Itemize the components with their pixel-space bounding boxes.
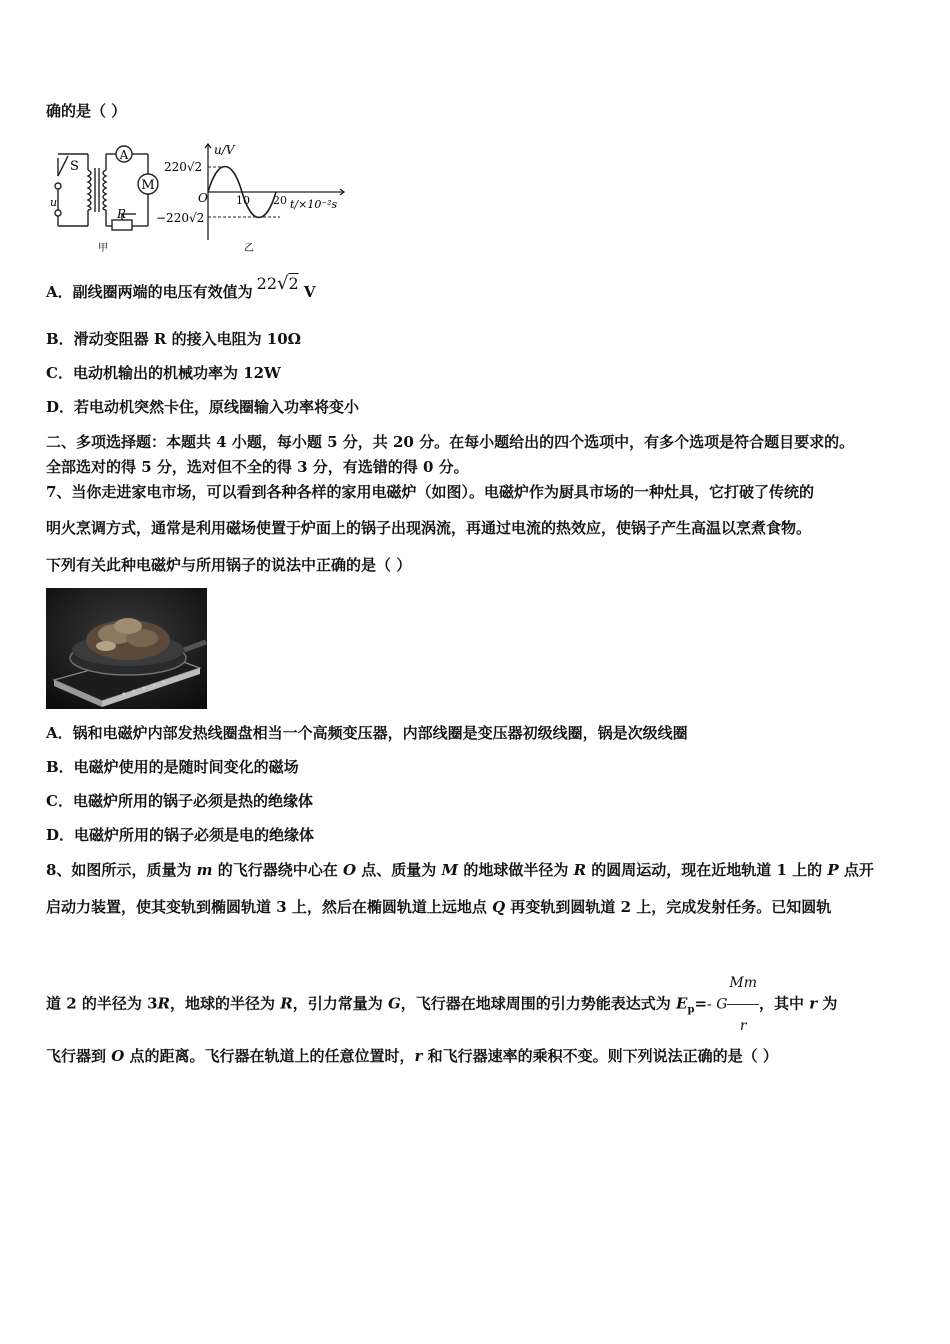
- resistor-label: R: [117, 207, 127, 221]
- q6-figure: [46, 140, 356, 255]
- q7-line3: 下列有关此种电磁炉与所用锅子的说法中正确的是（ ）: [46, 556, 412, 574]
- switch-label: S: [70, 159, 79, 174]
- svg-text:A: A: [119, 148, 129, 162]
- waveform-graph: [156, 143, 344, 254]
- q7-option-c: C．电磁炉所用的锅子必须是热的绝缘体: [46, 792, 313, 810]
- q7-option-d: D．电磁炉所用的锅子必须是电的绝缘体: [46, 826, 315, 844]
- q7-option-b: B．电磁炉使用的是随时间变化的磁场: [46, 758, 299, 776]
- q6-option-a-unit: V: [303, 283, 316, 301]
- section2-line1: 二、多项选择题：本题共 4 小题，每小题 5 分，共 20 分。在每小题给出的四个选项中，有多个选项是符合题目要求的。: [46, 433, 855, 451]
- q6-stem-tail: 确的是（ ）: [46, 102, 127, 120]
- label-yi: 乙: [244, 243, 254, 254]
- q6-option-c: C．电动机输出的机械功率为 12W: [46, 364, 281, 382]
- origin-label: O: [198, 191, 208, 205]
- ammeter-icon: [116, 146, 132, 162]
- q8-line3: 道 2 的半径为 3R，地球的半径为 R，引力常量为 G，飞行器在地球周围的引力势能表达式为 $E_p=-$ G $\frac{Mm}{r}$ ，其中 r 为: [46, 962, 837, 1047]
- peak-label: 220√2: [164, 160, 203, 174]
- circuit-diagram: [55, 154, 148, 230]
- trough-label: −220√2: [156, 211, 205, 225]
- q7-option-a: A．锅和电磁炉内部发热线圈盘相当一个高频变压器，内部线圈是变压器初级线圈，锅是次级线圈: [46, 724, 688, 742]
- motor-icon: [138, 174, 158, 194]
- q6-option-a-text: A．副线圈两端的电压有效值为: [46, 283, 253, 301]
- q8-line1: 8、如图所示，质量为 m 的飞行器绕中心在 O 点、质量为 M 的地球做半径为 R 的圆周运动，现在近地轨道 1 上的 P 点开: [46, 861, 874, 879]
- q8-line2: 启动力装置，使其变轨到椭圆轨道 3 上，然后在椭圆轨道上远地点 Q 再变轨到圆轨道 2 上，完成发射任务。已知圆轨: [46, 898, 832, 916]
- q6-option-a-value: 22√2: [256, 273, 299, 294]
- y-axis-label: u/V: [214, 143, 235, 157]
- q6-option-a: [46, 273, 316, 302]
- tick-20: 20: [273, 194, 287, 207]
- input-voltage-label: u: [50, 196, 58, 209]
- label-jia: 甲: [98, 243, 108, 254]
- svg-text:M: M: [141, 178, 155, 193]
- q6-option-b: B．滑动变阻器 R 的接入电阻为 10Ω: [46, 330, 302, 348]
- q7-line2: 明火烹调方式，通常是利用磁场使置于炉面上的锅子出现涡流，再通过电流的热效应，使锅子产生高温以烹煮食物。: [46, 519, 812, 537]
- formula-prefix: - G: [707, 996, 728, 1013]
- section2-line2: 全部选对的得 5 分，选对但不全的得 3 分，有选错的得 0 分。: [46, 458, 469, 476]
- q6-option-d: D．若电动机突然卡住，原线圈输入功率将变小: [46, 398, 360, 416]
- induction-cooker-image: [46, 588, 207, 709]
- x-axis-label: t/×10⁻²s: [290, 198, 338, 211]
- potential-energy-fraction: $\frac{Mm}{r}$: [727, 962, 759, 1047]
- tick-10: 10: [236, 194, 250, 207]
- q8-line4: 飞行器到 O 点的距离。飞行器在轨道上的任意位置时，r 和飞行器速率的乘积不变。则下列说法正确的是（ ）: [46, 1047, 778, 1065]
- q7-line1: 7、当你走进家电市场，可以看到各种各样的家用电磁炉（如图）。电磁炉作为厨具市场的一种灶具，它打破了传统的: [46, 483, 814, 501]
